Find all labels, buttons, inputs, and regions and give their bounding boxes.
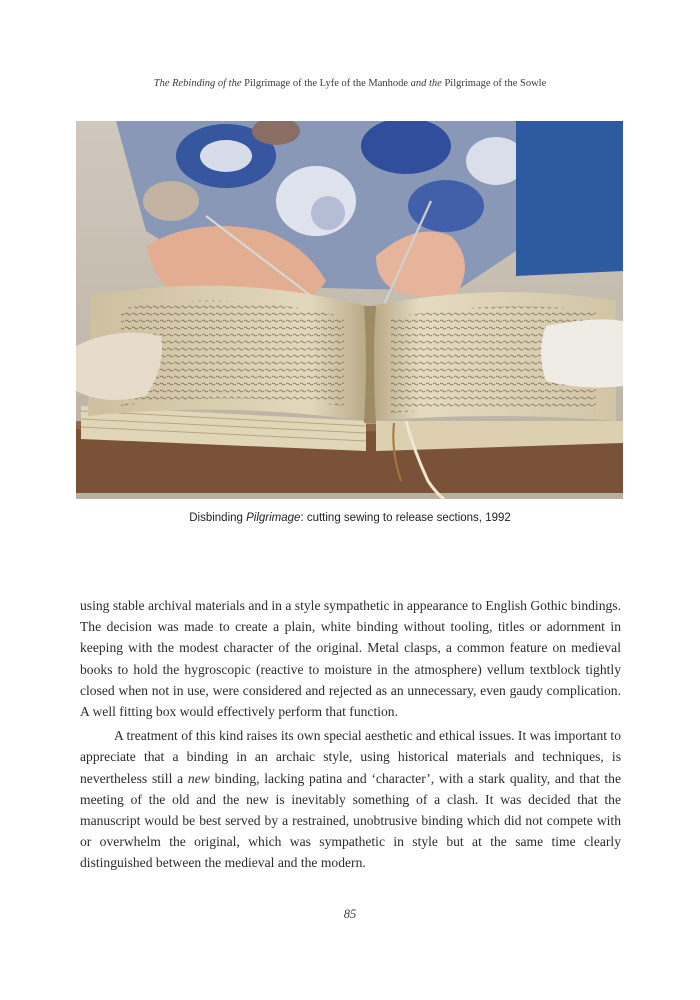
running-head-roman-1: Pilgrimage of the Lyfe of the Manhode [241, 78, 411, 89]
caption-emphasis: Pilgrimage [246, 512, 301, 524]
figure-caption [0, 512, 700, 524]
page-number: 85 [343, 907, 357, 921]
body-text [80, 595, 621, 874]
caption-lead: Disbinding [189, 512, 247, 524]
running-head-italic-1: The Rebinding of the [153, 78, 242, 89]
paragraph-2 [80, 725, 621, 873]
paragraph-2-part-b: binding, lacking patina and ‘character’, with a stark quality, and that the meeting of the old and the new is inevitably something of a clash. It was decided that the manuscript would be best served by a restrained, unobtrusive binding which did not compete with or overwhelm the original, which was sympathetic in style but at the same time clearly distinguished between the medieval and the modern. [80, 770, 621, 871]
paragraph-2-emphasis: new [187, 770, 210, 786]
paragraph-1: using stable archival materials and in a style sympathetic in appearance to English Gothic bindings. The decision was made to create a plain, white binding without tooling, titles or adornment in keeping with the modest character of the original. Metal clasps, a common feature on medieval books to hold the hygroscopic (reactive to moisture in the atmosphere) vellum textblock tightly closed when not in use, were considered and rejected as an unnecessary, even gaudy complication. A well fitting box would effectively perform that function. [80, 598, 621, 720]
manuscript-photo [76, 121, 623, 499]
paragraph-2-part-a: A treatment of this kind raises its own special aesthetic and ethical issues. It was important to appreciate that a binding in an archaic style, using historical materials and techniques, is nevertheless still a [80, 728, 622, 786]
caption-rest: : cutting sewing to release sections, 1992 [300, 512, 511, 524]
running-head-roman-2: Pilgrimage of the Sowle [441, 78, 547, 89]
figure-photo [76, 121, 623, 499]
running-head [0, 78, 700, 89]
running-head-italic-2: and the [410, 78, 442, 89]
